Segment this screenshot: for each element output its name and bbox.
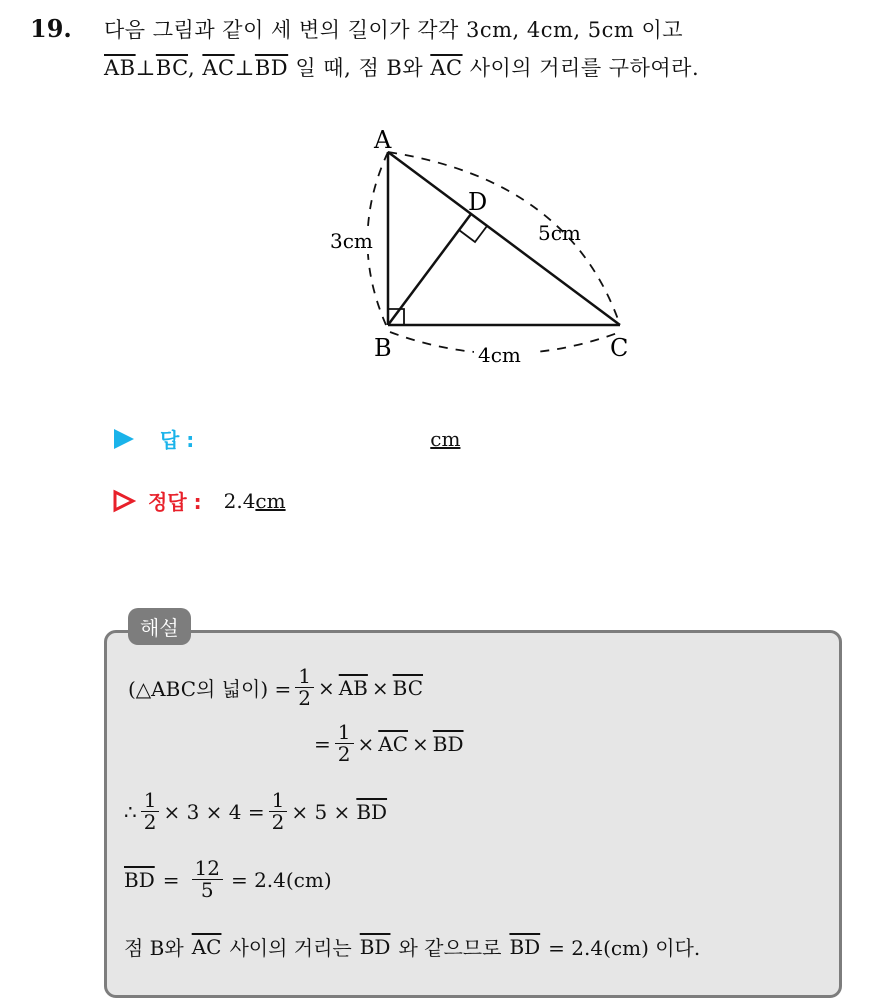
fraction <box>295 666 314 709</box>
solution-text: × 3 × 4 = <box>163 799 265 824</box>
fraction <box>141 790 160 833</box>
numerator: 1 <box>295 666 314 688</box>
segment-ac: $\overline{AC}$ <box>378 731 409 756</box>
segment-bd: $\overline{BD}$ <box>509 934 541 959</box>
question-number: 19. <box>30 14 72 43</box>
question-line-1: 다음 그림과 같이 세 변의 길이가 각각 3cm, 4cm, 5cm 이고 <box>104 18 684 42</box>
fraction <box>269 790 288 833</box>
solution-text: × 5 × <box>291 799 351 824</box>
solution-line-2 <box>314 722 464 765</box>
answer-unit[interactable]: cm <box>430 426 461 451</box>
question-text: 사이의 거리를 구하여라. <box>469 56 700 80</box>
solution-text: = 2.4(cm) <box>230 867 332 892</box>
solution-text: (△ABC의 넓이) = <box>128 677 292 701</box>
fraction <box>192 858 223 901</box>
label-a: A <box>374 126 392 154</box>
numerator: 1 <box>141 790 160 812</box>
correct-answer-value: 2.4 <box>223 488 256 513</box>
solution-text: = 2.4(cm) 이다. <box>548 936 701 960</box>
equals-symbol: = <box>162 867 180 892</box>
right-angle-d <box>459 226 487 242</box>
segment-bd: $\overline{BD}$ <box>254 56 289 80</box>
solution-line-1 <box>128 666 423 709</box>
segment-bc: $\overline{BC}$ <box>392 675 424 700</box>
answer-row <box>112 424 460 453</box>
segment-bd: $\overline{BD}$ <box>359 934 391 959</box>
times-symbol: × <box>412 731 429 756</box>
segment-bc: $\overline{BC}$ <box>155 56 189 80</box>
answer-label: 답 : <box>160 428 195 452</box>
label-d: D <box>468 188 488 216</box>
times-symbol: × <box>371 675 389 700</box>
question-line-2 <box>104 52 699 82</box>
times-symbol: × <box>317 675 335 700</box>
correct-answer-row <box>112 486 286 515</box>
solution-text: 사이의 거리는 <box>229 936 352 960</box>
segment-ab: $\overline{AB}$ <box>338 675 368 700</box>
segment-bd: $\overline{BD}$ <box>356 799 388 824</box>
solution-text: 와 같으므로 <box>398 936 502 960</box>
segment-ac: $\overline{AC}$ <box>430 56 463 80</box>
triangle-outline-icon <box>112 489 136 513</box>
side-ab-label: 3cm <box>330 229 373 253</box>
denominator: 2 <box>337 742 351 766</box>
segment-ab: $\overline{AB}$ <box>104 56 136 80</box>
segment-ac: $\overline{AC}$ <box>202 56 235 80</box>
side-bc-label: 4cm <box>478 343 521 367</box>
perp-symbol: ⊥ <box>234 56 255 80</box>
denominator: 5 <box>200 878 214 902</box>
therefore-symbol: ∴ <box>124 799 137 824</box>
segment-ac: $\overline{AC}$ <box>191 934 222 959</box>
times-symbol: × <box>357 731 375 756</box>
denominator: 2 <box>298 686 311 710</box>
side-ac-label: 5cm <box>538 221 581 245</box>
correct-answer-unit: cm <box>255 488 286 513</box>
equals-symbol: = <box>314 731 331 756</box>
label-c: C <box>610 334 629 362</box>
solution-line-5 <box>124 932 700 961</box>
denominator: 2 <box>143 810 157 834</box>
segment-bd: $\overline{BD}$ <box>432 731 464 756</box>
triangle-play-icon <box>112 427 136 451</box>
solution-tag: 해설 <box>128 608 191 645</box>
solution-line-4 <box>124 858 332 901</box>
correct-answer-label: 정답 : <box>148 490 202 514</box>
triangle-figure <box>320 120 650 380</box>
fraction <box>335 722 354 765</box>
denominator: 2 <box>271 810 285 834</box>
numerator: 1 <box>335 722 354 744</box>
perp-symbol: ⊥ <box>135 56 156 80</box>
segment-bd: $\overline{BD}$ <box>124 867 155 892</box>
numerator: 12 <box>192 858 223 880</box>
label-b: B <box>374 334 392 362</box>
question-text: 일 때, 점 B와 <box>295 56 424 80</box>
numerator: 1 <box>269 790 288 812</box>
solution-line-3 <box>124 790 387 833</box>
comma: , <box>188 56 196 80</box>
side-ac-line <box>388 152 620 325</box>
solution-text: 점 B와 <box>124 936 184 960</box>
